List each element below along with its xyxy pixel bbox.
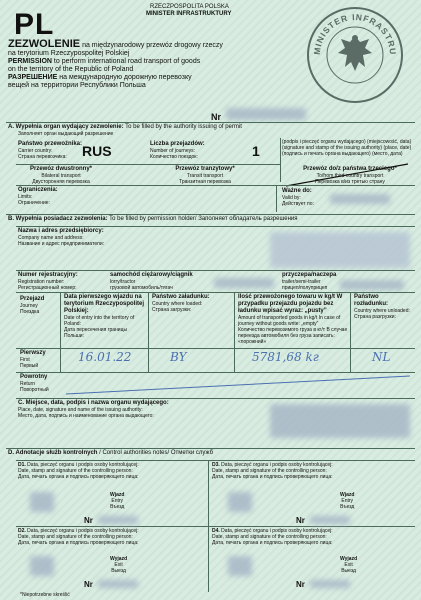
first-entry-date: 16.01.22 [78, 350, 132, 364]
d4-nr-label: Nr [296, 580, 305, 589]
redacted-number [98, 516, 138, 524]
carrier-country-value: RUS [82, 143, 112, 159]
authority-line-2: MINISTER INFRASTRUKTURY [146, 11, 232, 17]
redacted-number [226, 108, 306, 120]
title-ru-bold: РАЗРЕШЕНИЕ [8, 74, 58, 81]
divider [60, 292, 61, 372]
redacted-number [310, 516, 350, 524]
section-a-title-ru: Заполняет орган выдающий разрешение [18, 131, 114, 137]
registration-label: Numer rejestracyjny: Registration number: Регистрационный номер: [18, 272, 78, 291]
svg-text:MINISTER INFRASTRUKTURY: MINISTER INFRASTRU [311, 11, 399, 56]
first-journey-label: Pierwszy First Первый [20, 350, 46, 369]
entry-date-header: Data pierwszego wjazdu na terytorium Rzeczypospolitej Polskiej: Date of entry into the territory of Poland: Дата пересечения границы Польши: [64, 294, 145, 339]
bilateral-option: Przewóz dwustronny* Bilateral transport Двусторонняя перевозка [29, 166, 92, 185]
divider [6, 214, 415, 215]
d1-box: D1. Data, pieczęć organu i podpis osoby kontrolującej: Date, stamp and signature of the controlling person: Дата, печать органа и подпись проверяющего лица: [18, 462, 139, 480]
title-pl-rest: na międzynarodowy przewóz drogowy rzeczy [82, 42, 223, 49]
trailer-type: przyczepa/naczepa trailer/semi-trailer прицеп/полуприцеп [282, 272, 337, 291]
country-code: PL [14, 8, 55, 41]
divider [16, 292, 415, 293]
stamp-note: (podpis i pieczęć organu wydającego) (miejscowość, data) (signature and stamp of the issuing authority) (place, date) (подпись и печать органа выдающего) (место, дата) [282, 139, 412, 157]
divider [16, 398, 415, 399]
title-block [8, 40, 303, 90]
redacted-stamp [228, 492, 252, 512]
d1-entry-label: Wjazd Entry Въезд [110, 492, 125, 510]
d1-nr-label: Nr [84, 516, 93, 525]
carrier-country-label: Państwo przewoźnika: Carrier country: Страна перевозчика: [18, 141, 83, 160]
divider [16, 270, 415, 271]
issuing-authority-label: C. Miejsce, data, podpis i nazwa organu wydającego: Place, date, signature and name of the issuing authority: Место, дата, подпись и наименование органа выдающего: [18, 400, 169, 419]
title-en-rest: to perform international road transport of goods [53, 58, 201, 65]
first-loading-country: BY [170, 350, 187, 364]
quantity-header: Ilość przewożonego towaru w kg/t W przypadku przejazdu pojazdu bez ładunku wpisać wyraz: „pusty” Amount of transported goods in kg/t In case of journey without goods write: „empty” Количество перевозимого груза в кг/т В случае переезда автомобиля без груза записать: «порожний» [238, 294, 348, 345]
redacted-number [310, 580, 350, 588]
divider [16, 460, 415, 461]
authority-line-1: RZECZPOSPOLITA POLSKA [150, 4, 229, 10]
title-pl: ZEZWOLENIE [8, 38, 81, 50]
divider [6, 122, 415, 123]
title-pl-line2: na terytorium Rzeczypospolitej Polskiej [8, 50, 130, 57]
redacted-number [98, 580, 138, 588]
unloading-country-header: Państwo rozładunku: Country where unloaded: Страна разгрузки: [354, 294, 410, 320]
redacted-vehicle-reg [214, 278, 274, 288]
divider [6, 448, 415, 449]
section-b-title: B. Wypełnia posiadacz zezwolenia: To be filled by permission holder/ Заполняет обладатель разрешения [8, 216, 298, 222]
first-unloading-country: NL [372, 350, 391, 364]
d3-box: D3. Data, pieczęć organu i podpis osoby kontrolującej: Date, stamp and signature of the controlling person: Дата, печать органа и подпись проверяющего лица: [212, 462, 333, 480]
journeys-value: 1 [252, 143, 260, 159]
d4-exit-label: Wyjazd Exit Выезд [340, 556, 358, 574]
divider [148, 292, 149, 372]
divider [276, 186, 277, 212]
return-strike-mark [60, 372, 416, 398]
title-ru-line2: вещей на территории Республики Польша [8, 82, 146, 89]
d3-entry-label: Wjazd Entry Въезд [340, 492, 355, 510]
redacted-stamp [30, 556, 54, 576]
divider [16, 164, 280, 165]
title-en-bold: PERMISSION [8, 58, 52, 65]
footnote: *Niepotrzebne skreślić [20, 592, 70, 598]
nr-label-top: Nr [211, 112, 222, 122]
valid-label: Ważne do: Valid by: Действует по: [282, 188, 314, 207]
divider [234, 292, 235, 372]
first-quantity: 5781,68 kг [252, 350, 319, 364]
vehicle-type: samochód ciężarowy/ciągnik lorry/tractor грузовой автомобиль/тягач [110, 272, 193, 291]
journeys-label: Liczba przejazdów: Number of journeys: Количество поездок: [150, 141, 205, 160]
divider [280, 138, 281, 182]
third-country-option: Przewóz do/z państwa trzeciego* To/from third country transport Перевозка в/из третью страну [303, 166, 397, 185]
divider [16, 348, 415, 349]
return-journey-label: Powrotny Return Поворотный [20, 374, 49, 393]
d2-box: D2. Data, pieczęć organu i podpis osoby kontrolującej: Date, stamp and signature of the controlling person: Дата, печать органа и подпись проверяющего лица: [18, 528, 139, 546]
company-label: Nazwa i adres przedsiębiorcy: Company name and address: Название и адрес предприниматели: [18, 228, 105, 247]
loading-country-header: Państwo załadunku: Country where loaded: Страна загрузки: [152, 294, 210, 313]
divider [16, 226, 415, 227]
title-en-line2: on the territory of the Republic of Poland [8, 66, 134, 73]
redacted-stamp [228, 556, 252, 576]
redacted-company [270, 232, 410, 268]
divider [350, 292, 351, 372]
title-ru-rest: на международную дорожную перевозку [59, 74, 192, 81]
official-seal [306, 6, 404, 104]
d2-nr-label: Nr [84, 580, 93, 589]
redacted-trailer-reg [340, 280, 404, 290]
divider [16, 526, 415, 527]
d4-box: D4. Data, pieczęć organu i podpis osoby kontrolującej: Date, stamp and signature of the controlling person: Дата, печать органа и подпись проверяющего лица: [212, 528, 333, 546]
section-d-title: D. Adnotacje służb kontrolnych / Control authorities notes/ Отметки служб [8, 450, 213, 456]
transit-option: Przewóz tranzytowy* Transit transport Транзитная перевозка [175, 166, 235, 185]
section-a-title: A. Wypełnia organ wydający zezwolenie: To be filled by the authority issuing of permit [8, 124, 242, 130]
redacted-stamp [30, 492, 54, 512]
d2-exit-label: Wyjazd Exit Выезд [110, 556, 128, 574]
d3-nr-label: Nr [296, 516, 305, 525]
redacted-issuing-authority [270, 404, 410, 438]
divider [16, 185, 415, 186]
redacted-valid-date [330, 194, 390, 204]
journey-header: Przejazd Journey Поездка [20, 296, 45, 315]
restrictions-label: Ograniczenia: Limits: Ограничение: [18, 187, 58, 206]
